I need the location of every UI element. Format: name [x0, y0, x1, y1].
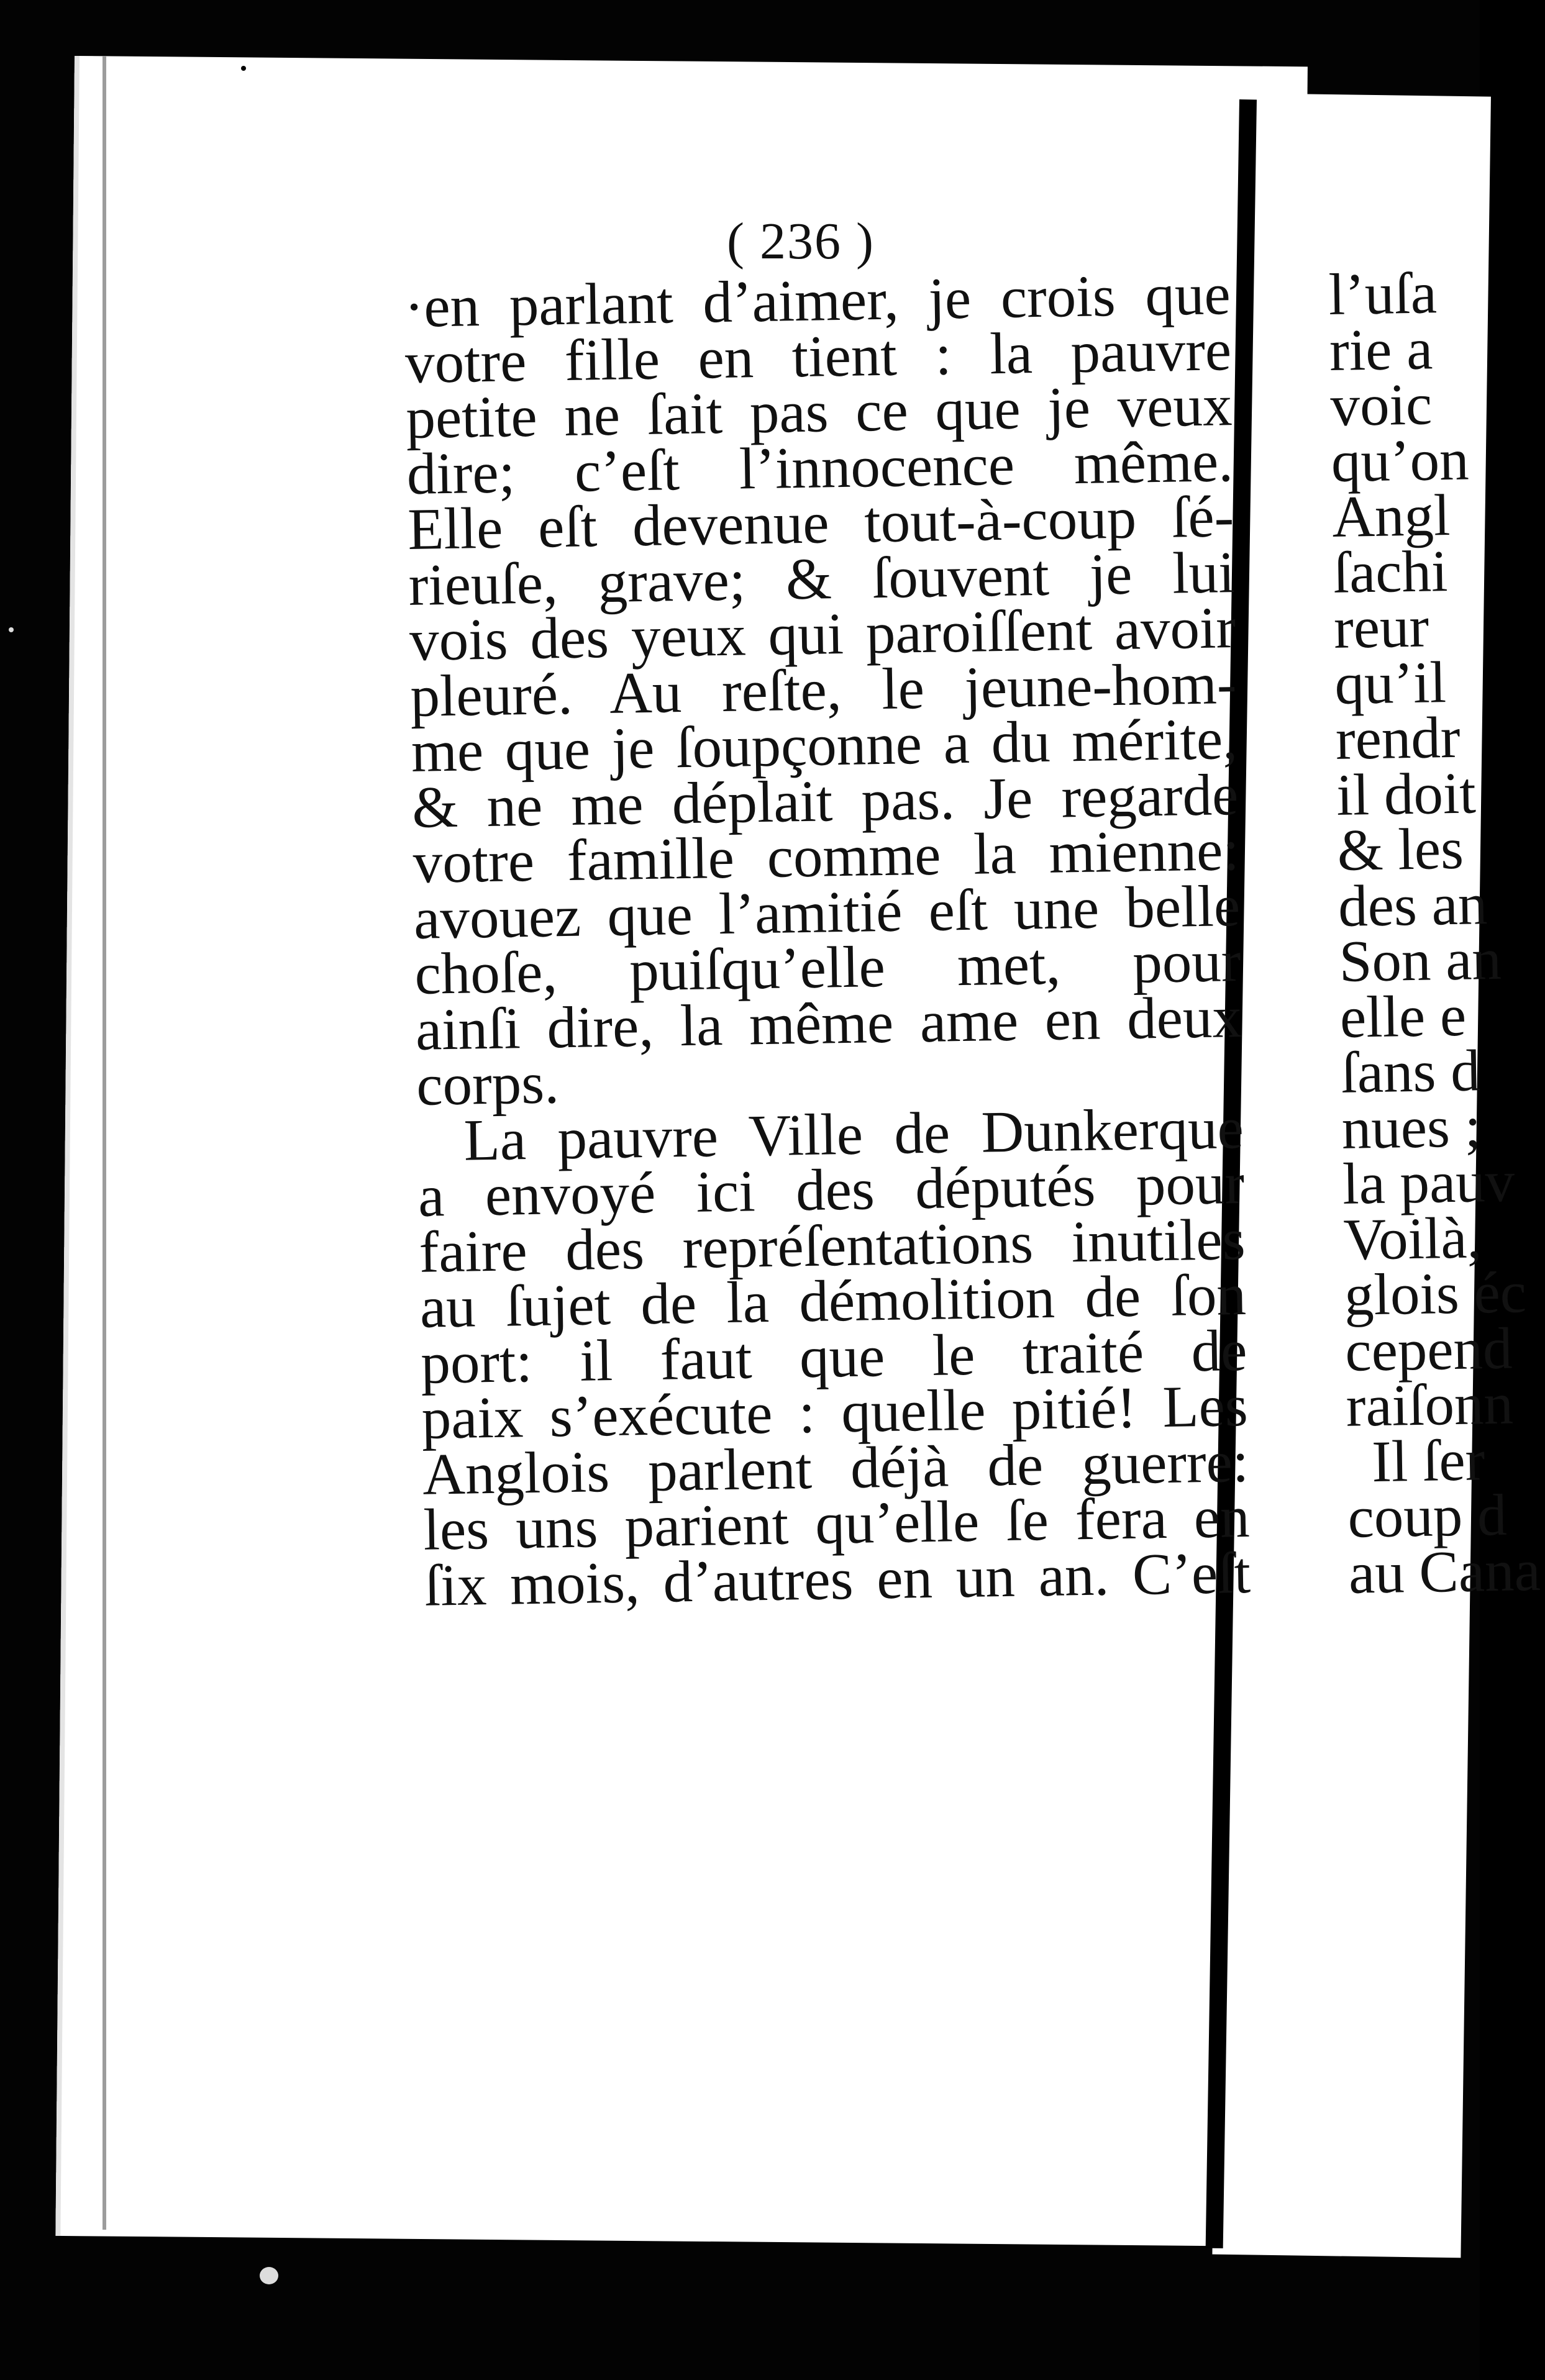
- text-line: paix s’exécute : quelle pitié! Les: [421, 1372, 1249, 1451]
- text-line: rie a: [1329, 315, 1434, 383]
- page-number: ( 236 ): [727, 212, 875, 270]
- scan-speck: [9, 627, 14, 632]
- text-line: votre famille comme la mienne:: [412, 817, 1240, 896]
- text-line: corps.: [416, 1050, 560, 1118]
- text-line: qu’il: [1334, 648, 1447, 717]
- text-line: Son an: [1338, 925, 1502, 994]
- text-line: ainſi dire, la même ame en deux: [415, 983, 1242, 1063]
- text-line: les uns parient qu’elle ſe fera en: [422, 1483, 1251, 1563]
- text-line: Il ſer: [1371, 1426, 1486, 1494]
- text-line: & les: [1336, 815, 1464, 883]
- text-line: a envoyé ici des députés pour: [417, 1150, 1245, 1229]
- text-line: rendr: [1335, 704, 1461, 772]
- text-line: faire des repréſentations inutiles: [418, 1206, 1246, 1285]
- text-line: votre fille en tient : la pauvre: [404, 316, 1232, 396]
- text-line: avouez que l’amitié eſt une belle: [413, 872, 1241, 952]
- text-line: ſix mois, d’autres en un an. C’eſt: [424, 1539, 1251, 1619]
- right-page-text: [1328, 260, 1541, 1857]
- text-line: rieuſe, grave; & ſouvent je lui: [408, 538, 1236, 618]
- left-page-edge: [103, 56, 106, 2230]
- text-line: reur: [1333, 593, 1429, 661]
- text-line: dire; c’eſt l’innocence même.: [406, 427, 1234, 507]
- text-line: ſans d: [1340, 1037, 1481, 1106]
- text-line: la pauv: [1342, 1148, 1515, 1217]
- text-line: & ne me déplait pas. Je regarde: [411, 761, 1239, 840]
- text-line: Elle eſt devenue tout-à-coup ſé-: [407, 483, 1234, 562]
- scan-speck: [260, 2267, 278, 2284]
- scan-speck: [241, 66, 246, 71]
- text-line: pleuré. Au reſte, le jeune-hom-: [409, 650, 1237, 729]
- text-line: glois éc: [1344, 1259, 1527, 1328]
- text-line: des an: [1338, 870, 1488, 939]
- left-page-text: [403, 261, 1251, 1619]
- text-line: qu’on: [1331, 425, 1470, 494]
- text-line: Voilà,: [1342, 1204, 1482, 1273]
- text-line: ·en parlant d’aimer, je crois que: [403, 261, 1231, 340]
- text-line: voic: [1329, 371, 1433, 438]
- text-line: cepend: [1344, 1315, 1513, 1384]
- text-line: l’uſa: [1328, 260, 1438, 327]
- text-line: au ſujet de la démolition de ſon: [419, 1261, 1247, 1340]
- text-line: elle e: [1339, 982, 1467, 1050]
- text-line: au Cana: [1348, 1537, 1541, 1606]
- text-line: raiſonn: [1345, 1370, 1514, 1439]
- text-line: Angl: [1331, 481, 1451, 550]
- text-line: port: il faut que le traité de: [420, 1317, 1248, 1396]
- text-line: il doit: [1336, 759, 1477, 828]
- text-line: petite ne ſait pas ce que je veux: [405, 372, 1233, 451]
- text-line: coup d: [1347, 1481, 1508, 1550]
- text-line: me que je ſoupçonne a du mérite,: [411, 706, 1238, 784]
- text-line: La pauvre Ville de Dunkerque: [463, 1094, 1244, 1173]
- text-line: nues ;: [1341, 1092, 1482, 1161]
- text-line: vois des yeux qui paroiſſent avoir: [409, 594, 1236, 673]
- text-line: Anglois parlent déjà de guerre:: [422, 1428, 1249, 1507]
- text-line: ſachi: [1332, 537, 1449, 606]
- text-line: choſe, puiſqu’elle met, pour: [414, 927, 1242, 1007]
